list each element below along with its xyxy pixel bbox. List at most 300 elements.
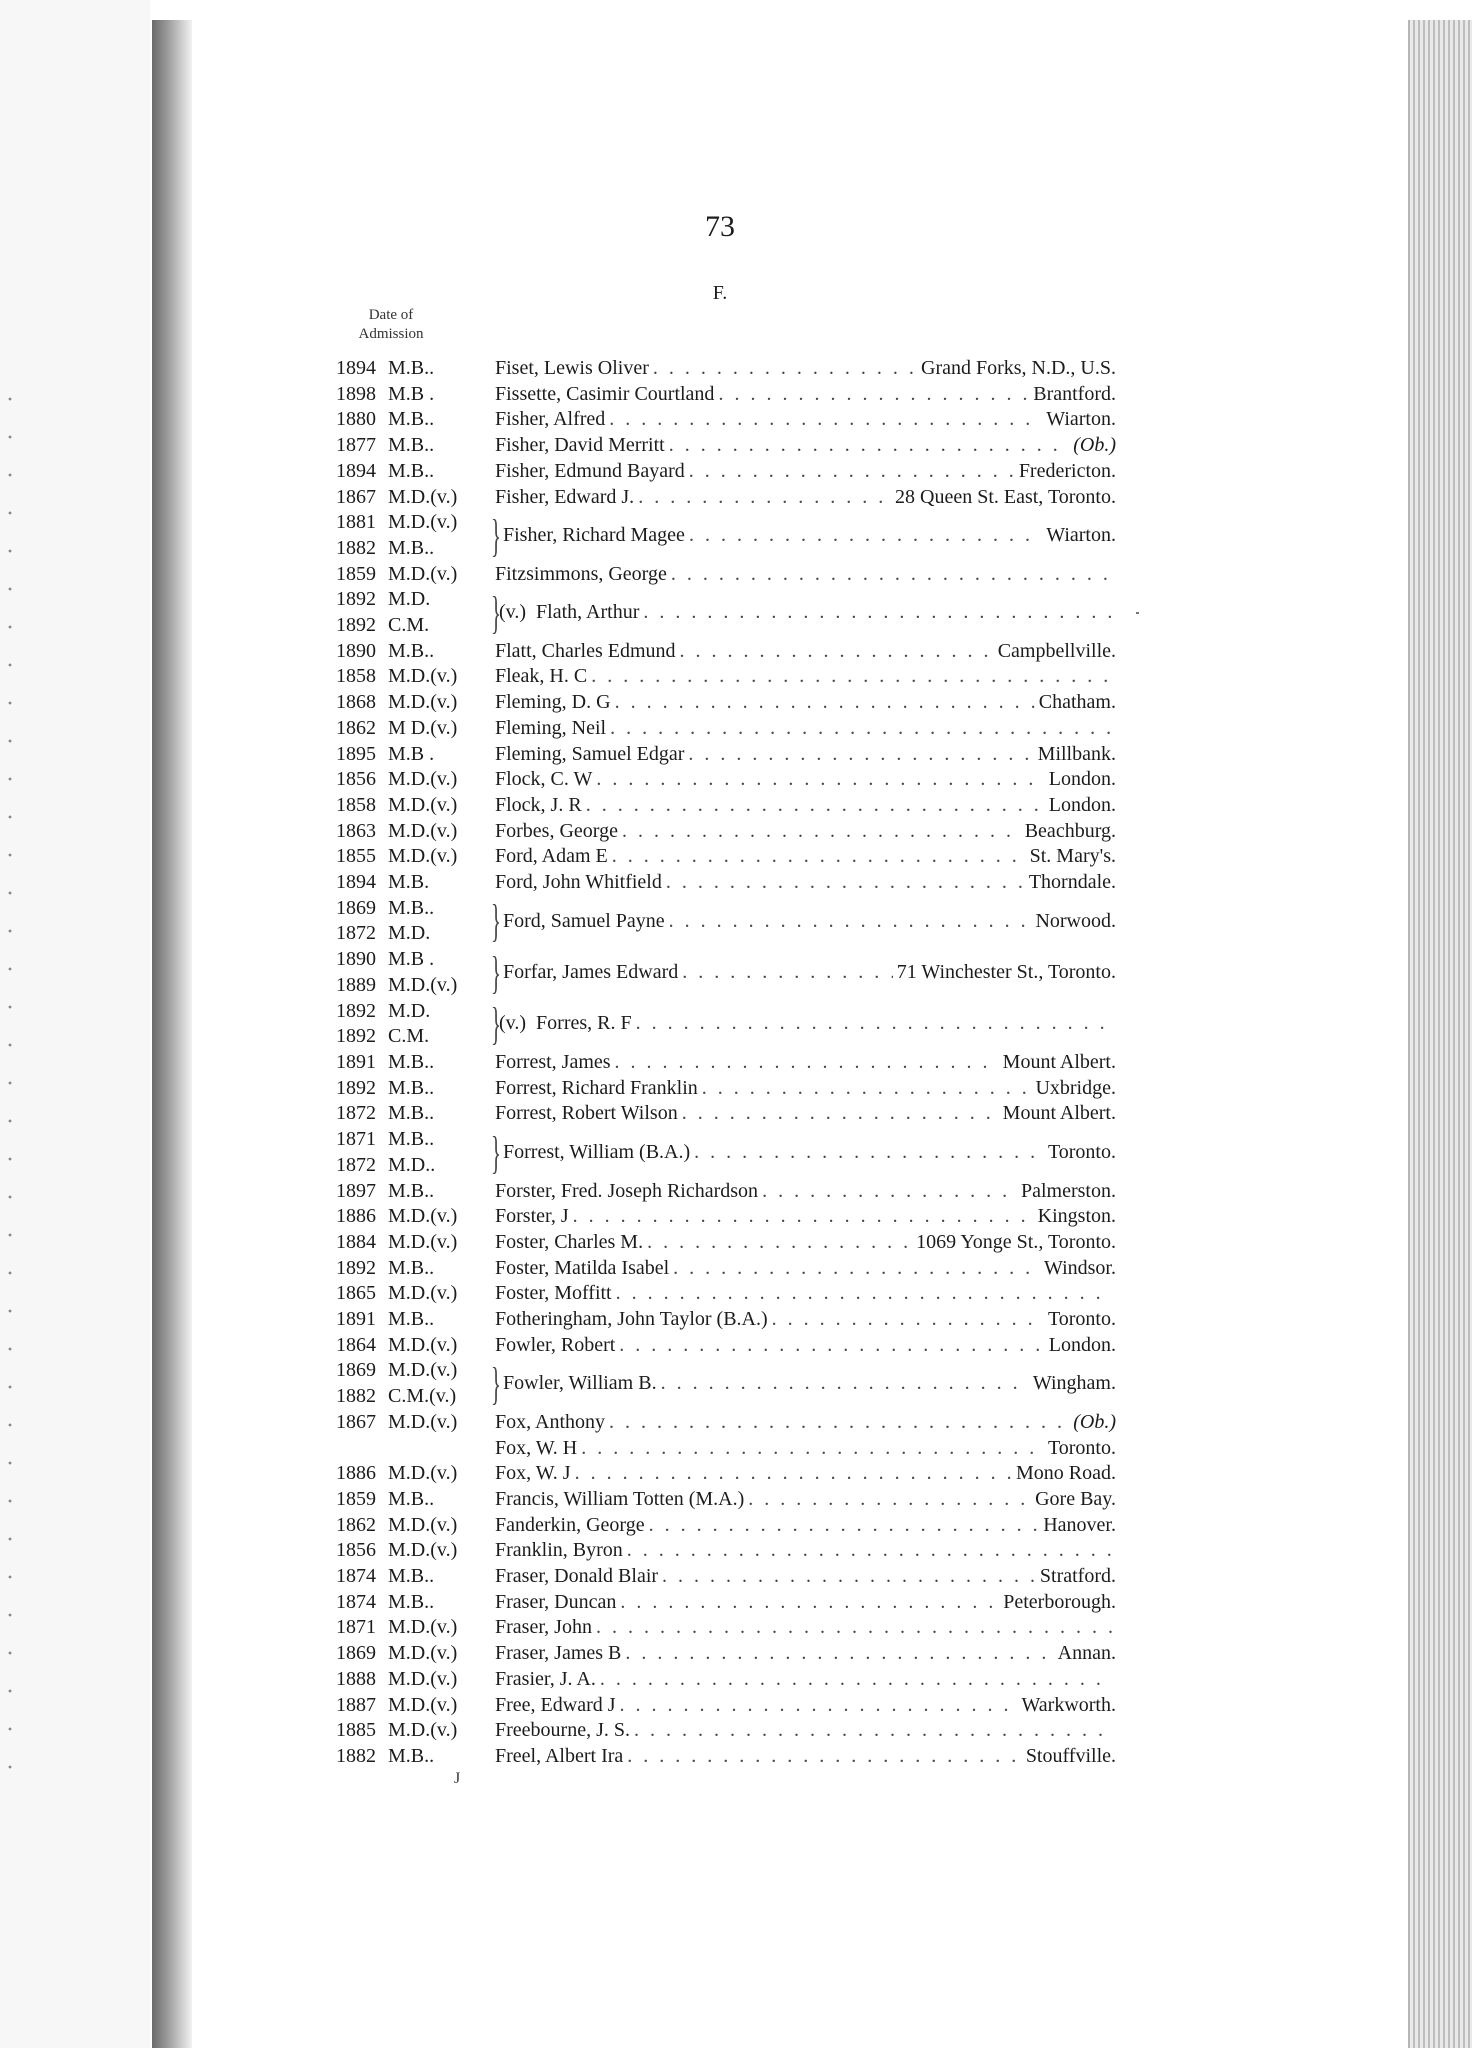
degree: M.D.(v.): [388, 1667, 458, 1690]
dot-leader: [581, 1436, 1044, 1462]
dot-leader: [627, 1744, 1022, 1770]
register-entry: [336, 1256, 1116, 1282]
admission-year: 1871: [336, 1616, 376, 1639]
register-entry: [336, 1436, 1116, 1462]
dot-leader: [586, 793, 1045, 819]
register-entry: [336, 690, 1116, 716]
dot-leader: [702, 1076, 1032, 1102]
admission-year: 1884: [336, 1230, 376, 1253]
admission-year: 1872: [336, 1153, 376, 1176]
member-name: Fanderkin, George: [495, 1513, 645, 1536]
register-entry: [336, 356, 1116, 382]
degree: M.D.(v.): [388, 1616, 458, 1639]
register-entry: [336, 1230, 1116, 1256]
member-name: Fisher, Edmund Bayard: [495, 459, 685, 482]
member-name: Ford, Samuel Payne: [503, 909, 665, 932]
admission-year: 1869: [336, 1642, 376, 1665]
admission-date: [336, 1179, 491, 1205]
degree: M.D.(v.): [388, 768, 458, 791]
admission-date: [336, 1693, 491, 1719]
dot-leader: [596, 1615, 1112, 1641]
admission-year: 1886: [336, 1205, 376, 1228]
degree-prefix: (v.): [499, 1012, 527, 1035]
admission-date: [336, 407, 491, 433]
residence: Thorndale.: [1028, 871, 1116, 894]
residence: Warkworth.: [1021, 1693, 1116, 1716]
register-entry: [336, 1333, 1116, 1359]
admission-year: 1897: [336, 1179, 376, 1202]
degree: C.M.(v.): [388, 1385, 457, 1408]
admission-date: [336, 664, 491, 690]
degree: M.B..: [388, 1590, 435, 1613]
degree: M.D.(v.): [388, 691, 458, 714]
admission-line: [336, 407, 491, 433]
degree: M.D.(v.): [388, 1410, 458, 1433]
degree: M.B..: [388, 434, 435, 457]
register-entry: [336, 459, 1116, 485]
degree: M.D.(v.): [388, 1359, 458, 1382]
admission-year: 1894: [336, 459, 376, 482]
member-name: Ford, Adam E: [495, 845, 608, 868]
degree: M.D.(v.): [388, 845, 458, 868]
degree-prefix: (v.): [499, 601, 527, 624]
residence: Toronto.: [1047, 1436, 1116, 1459]
register-entry: [336, 1487, 1116, 1513]
admission-date: [336, 1204, 491, 1230]
dot-leader: [682, 960, 892, 986]
member-name: Forrest, Richard Franklin: [495, 1076, 698, 1099]
admission-line: [336, 1050, 491, 1076]
degree: M.D.: [388, 999, 431, 1022]
admission-line: [336, 999, 491, 1025]
admission-line: [336, 613, 491, 639]
dot-leader: [688, 742, 1033, 768]
register-entry: [336, 999, 1116, 1050]
admission-year: 1858: [336, 793, 376, 816]
member-name: Franklin, Byron: [495, 1539, 623, 1562]
admission-date: [336, 1410, 491, 1436]
admission-line: [336, 639, 491, 665]
admission-date: [336, 767, 491, 793]
residence: Annan.: [1057, 1642, 1116, 1665]
dot-leader: [609, 407, 1042, 433]
dot-leader: [615, 1050, 999, 1076]
dot-leader: [619, 1333, 1044, 1359]
degree: M.D.(v.): [388, 665, 458, 688]
degree: M.B..: [388, 1308, 435, 1331]
register-entry: [336, 716, 1116, 742]
dot-leader: [647, 1230, 912, 1256]
member-name: Freebourne, J. S.: [495, 1719, 630, 1742]
degree: M.B..: [388, 459, 435, 482]
admission-line: [336, 690, 491, 716]
dot-leader: [680, 639, 994, 665]
register-entry: [336, 1641, 1116, 1667]
degree: M.D.(v.): [388, 1282, 458, 1305]
register-entry: [336, 562, 1116, 588]
admission-date: [336, 1590, 491, 1616]
degree: M.B..: [388, 536, 435, 559]
residence: Chatham.: [1038, 691, 1116, 714]
residence: 1069 Yonge St., Toronto.: [916, 1230, 1116, 1253]
admission-line: [336, 382, 491, 408]
degree: M.B..: [388, 1179, 435, 1202]
dot-leader: [673, 1256, 1040, 1282]
dot-leader: [615, 690, 1035, 716]
dot-leader: [649, 1513, 1040, 1539]
page-number: 73: [705, 210, 735, 243]
brace-mark: }: [491, 1126, 501, 1178]
dot-leader: [666, 870, 1025, 896]
admission-year: 1859: [336, 562, 376, 585]
register-entry: [336, 1615, 1116, 1641]
column-header-line-2: Admission: [358, 326, 424, 342]
register-entry: [336, 947, 1116, 998]
admission-year: 1865: [336, 1282, 376, 1305]
dot-leader: [748, 1487, 1031, 1513]
admission-year: 1882: [336, 1744, 376, 1767]
admission-year: 1889: [336, 973, 376, 996]
member-name: Fisher, Edward J.: [495, 485, 635, 508]
member-name: Fisher, Richard Magee: [503, 524, 685, 547]
degree: M.D.: [388, 588, 431, 611]
admission-line: [336, 1333, 491, 1359]
admission-line: [336, 921, 491, 947]
dot-leader: [638, 485, 891, 511]
residence: Toronto.: [1047, 1308, 1116, 1331]
admission-year: 1856: [336, 1539, 376, 1562]
residence: Palmerston.: [1021, 1179, 1116, 1202]
admission-year: 1890: [336, 639, 376, 662]
admission-year: 1859: [336, 1487, 376, 1510]
degree: M.D.(v.): [388, 1462, 458, 1485]
dot-leader: [575, 1461, 1012, 1487]
member-name: Forres, R. F: [536, 1012, 632, 1035]
register-entry: [336, 639, 1116, 665]
admission-line: [336, 1307, 491, 1333]
admission-year: 1855: [336, 845, 376, 868]
degree: M.B..: [388, 1102, 435, 1125]
admission-line: [336, 716, 491, 742]
member-name: Fraser, Donald Blair: [495, 1565, 659, 1588]
degree: M.B .: [388, 742, 435, 765]
admission-line: [336, 1101, 491, 1127]
residence: (Ob.): [1073, 1410, 1116, 1433]
member-name: Fitzsimmons, George: [495, 562, 667, 585]
dot-leader: [689, 459, 1015, 485]
register-entry: [336, 767, 1116, 793]
residence: Kingston.: [1037, 1205, 1116, 1228]
degree: M.B..: [388, 357, 435, 379]
register-entry: [336, 510, 1116, 561]
admission-date: [336, 1744, 491, 1770]
dot-leader: [612, 844, 1026, 870]
residence: Stratford.: [1039, 1565, 1116, 1588]
register-entry: [336, 1050, 1116, 1076]
degree: M.B..: [388, 896, 435, 919]
admission-date: [336, 947, 491, 998]
member-name: Fowler, Robert: [495, 1333, 616, 1356]
register-entry: [336, 1179, 1116, 1205]
register-entry: [336, 1744, 1116, 1770]
member-name: Flock, J. R: [495, 793, 582, 816]
dot-leader: [661, 1371, 1029, 1397]
brace-mark: }: [491, 509, 501, 561]
register-entry: [336, 1513, 1116, 1539]
member-name: Fleming, Neil: [495, 716, 607, 739]
admission-line: [336, 819, 491, 845]
admission-line: [336, 510, 491, 536]
admission-line: [336, 1590, 491, 1616]
dot-leader: [669, 433, 1070, 459]
residence: St. Mary's.: [1029, 845, 1116, 868]
admission-date: [336, 1461, 491, 1487]
member-name: Forrest, William (B.A.): [503, 1140, 691, 1163]
admission-year: 1862: [336, 1513, 376, 1536]
admission-line: [336, 664, 491, 690]
admission-date: [336, 433, 491, 459]
admission-column-header: [336, 306, 446, 344]
degree: C.M.: [388, 614, 430, 637]
residence: Mount Albert.: [1002, 1102, 1116, 1125]
admission-year: 1858: [336, 665, 376, 688]
member-name: Fisher, David Merritt: [495, 434, 665, 457]
member-name: Fowler, William B.: [503, 1372, 657, 1395]
dot-leader: [694, 1140, 1044, 1166]
member-name: Forster, Fred. Joseph Richardson: [495, 1179, 759, 1202]
register-entries: [336, 356, 1116, 1770]
admission-date: [336, 1307, 491, 1333]
admission-line: [336, 870, 491, 896]
admission-date: [336, 896, 491, 947]
admission-year: 1871: [336, 1128, 376, 1151]
admission-line: [336, 1230, 491, 1256]
admission-year: 1864: [336, 1333, 376, 1356]
admission-date: [336, 1538, 491, 1564]
residence: 71 Winchester St., Toronto.: [896, 961, 1116, 984]
residence: Campbellville.: [997, 639, 1116, 662]
dot-leader: [620, 1590, 999, 1616]
member-name: Foster, Matilda Isabel: [495, 1256, 670, 1279]
admission-line: [336, 1179, 491, 1205]
degree: M.D.(v.): [388, 819, 458, 842]
register-entry: [336, 407, 1116, 433]
dot-leader: [689, 523, 1042, 549]
register-entry: [336, 1307, 1116, 1333]
member-name: Fox, W. H: [495, 1436, 578, 1459]
residence: Mono Road.: [1016, 1462, 1116, 1485]
degree: M.D.(v.): [388, 973, 458, 996]
admission-year: 1874: [336, 1565, 376, 1588]
admission-date: [336, 1641, 491, 1667]
brace-mark: }: [491, 998, 501, 1050]
admission-date: [336, 690, 491, 716]
degree: M.D.(v.): [388, 1719, 458, 1742]
admission-date: [336, 1101, 491, 1127]
admission-line: [336, 1384, 491, 1410]
admission-line: [336, 1461, 491, 1487]
page-edges: [1408, 20, 1472, 2048]
residence: Gore Bay.: [1035, 1487, 1116, 1510]
degree: M.D.(v.): [388, 1693, 458, 1716]
degree: M.B.: [388, 871, 430, 894]
residence: Windsor.: [1044, 1256, 1116, 1279]
admission-line: [336, 1153, 491, 1179]
admission-line: [336, 1410, 491, 1436]
admission-line: [336, 433, 491, 459]
admission-year: 1868: [336, 691, 376, 714]
degree: M.D.(v.): [388, 793, 458, 816]
register-entry: [336, 793, 1116, 819]
admission-year: 1892: [336, 1076, 376, 1099]
dot-leader: [762, 1179, 1017, 1205]
admission-date: [336, 485, 491, 511]
member-name: Fisher, Alfred: [495, 408, 606, 431]
dot-leader: [616, 1281, 1112, 1307]
dot-leader: [653, 356, 917, 382]
register-entry: [336, 896, 1116, 947]
admission-date: [336, 1358, 491, 1409]
admission-line: [336, 947, 491, 973]
register-entry: [336, 819, 1116, 845]
dot-leader: [622, 819, 1021, 845]
residence: (Ob.): [1073, 434, 1116, 457]
admission-line: [336, 356, 491, 382]
admission-year: 1869: [336, 896, 376, 919]
admission-date: [336, 562, 491, 588]
degree: M.B..: [388, 1487, 435, 1510]
dot-leader: [662, 1564, 1036, 1590]
dot-leader: [596, 767, 1044, 793]
admission-year: 1898: [336, 382, 376, 405]
admission-year: 1892: [336, 614, 376, 637]
admission-line: [336, 767, 491, 793]
register-entry: [336, 1564, 1116, 1590]
register-entry: [336, 1410, 1116, 1436]
admission-date: [336, 1127, 491, 1178]
admission-line: [336, 485, 491, 511]
admission-year: 1894: [336, 357, 376, 379]
member-name: Foster, Charles M.: [495, 1230, 644, 1253]
admission-date: [336, 1564, 491, 1590]
degree: M.D.(v.): [388, 1230, 458, 1253]
member-name: Fleming, D. G: [495, 691, 611, 714]
brace-mark: }: [491, 895, 501, 947]
member-name: Fiset, Lewis Oliver: [495, 357, 649, 379]
admission-line: [336, 1641, 491, 1667]
admission-date: [336, 1513, 491, 1539]
degree: M.B .: [388, 948, 435, 971]
register-entry: [336, 1281, 1116, 1307]
admission-date: [336, 999, 491, 1050]
admission-line: [336, 1693, 491, 1719]
admission-year: 1869: [336, 1359, 376, 1382]
admission-date: [336, 1718, 491, 1744]
register-entry: [336, 844, 1116, 870]
residence: Uxbridge.: [1035, 1076, 1116, 1099]
admission-date: [336, 870, 491, 896]
degree: M.B..: [388, 1744, 435, 1767]
residence: Wiarton.: [1046, 408, 1116, 431]
admission-year: 1891: [336, 1308, 376, 1331]
admission-line: [336, 1024, 491, 1050]
admission-line: [336, 1615, 491, 1641]
member-name: Fotheringham, John Taylor (B.A.): [495, 1308, 768, 1331]
residence: Grand Forks, N.D., U.S.: [921, 357, 1116, 379]
dot-leader: [600, 1667, 1112, 1693]
brace-mark: }: [491, 1358, 501, 1410]
admission-date: [336, 1487, 491, 1513]
register-entry: [336, 1127, 1116, 1178]
admission-date: [336, 639, 491, 665]
member-name: Forfar, James Edward: [503, 961, 679, 984]
member-name: Fleak, H. C: [495, 665, 588, 688]
residence: Mount Albert.: [1002, 1050, 1116, 1073]
member-name: Fraser, John: [495, 1616, 592, 1639]
member-name: Fraser, James B: [495, 1642, 622, 1665]
residence: Millbank.: [1037, 742, 1116, 765]
degree: M.B..: [388, 1050, 435, 1073]
admission-year: 1881: [336, 511, 376, 534]
residence: Fredericton.: [1018, 459, 1116, 482]
admission-date: [336, 1667, 491, 1693]
register-entry: [336, 742, 1116, 768]
degree: M.D.(v.): [388, 1642, 458, 1665]
section-letter: F.: [712, 282, 728, 304]
member-name: Ford, John Whitfield: [495, 871, 662, 894]
register-entry: [336, 382, 1116, 408]
admission-line: [336, 793, 491, 819]
admission-year: 1892: [336, 999, 376, 1022]
member-name: Forbes, George: [495, 819, 618, 842]
register-entry: [336, 1358, 1116, 1409]
residence: London.: [1048, 793, 1116, 816]
degree: C.M.: [388, 1025, 430, 1048]
admission-year: 1890: [336, 948, 376, 971]
admission-line: [336, 1538, 491, 1564]
dot-leader: [627, 1538, 1112, 1564]
degree: M.D.(v.): [388, 562, 458, 585]
member-name: Flock, C. W: [495, 768, 593, 791]
dot-leader: [682, 1101, 999, 1127]
dot-leader: [634, 1718, 1112, 1744]
admission-line: [336, 1744, 491, 1770]
admission-line: [336, 1127, 491, 1153]
admission-year: 1867: [336, 485, 376, 508]
admission-line: [336, 973, 491, 999]
admission-line: [336, 1487, 491, 1513]
column-header-line-1: Date of: [368, 307, 414, 323]
degree: M.B..: [388, 1076, 435, 1099]
dot-leader: [772, 1307, 1044, 1333]
admission-line: [336, 1256, 491, 1282]
admission-date: [336, 382, 491, 408]
register-entry: [336, 1693, 1116, 1719]
admission-line: [336, 562, 491, 588]
register-entry: [336, 870, 1116, 896]
dot-leader: [718, 382, 1029, 408]
degree: M.B..: [388, 1256, 435, 1279]
admission-date: [336, 819, 491, 845]
dot-leader: [669, 909, 1032, 935]
register-entry: [336, 1538, 1116, 1564]
member-name: Free, Edward J: [495, 1693, 616, 1716]
admission-line: [336, 1281, 491, 1307]
admission-year: 1887: [336, 1693, 376, 1716]
residence: Toronto.: [1047, 1140, 1116, 1163]
dot-leader: [573, 1204, 1034, 1230]
admission-year: 1888: [336, 1667, 376, 1690]
